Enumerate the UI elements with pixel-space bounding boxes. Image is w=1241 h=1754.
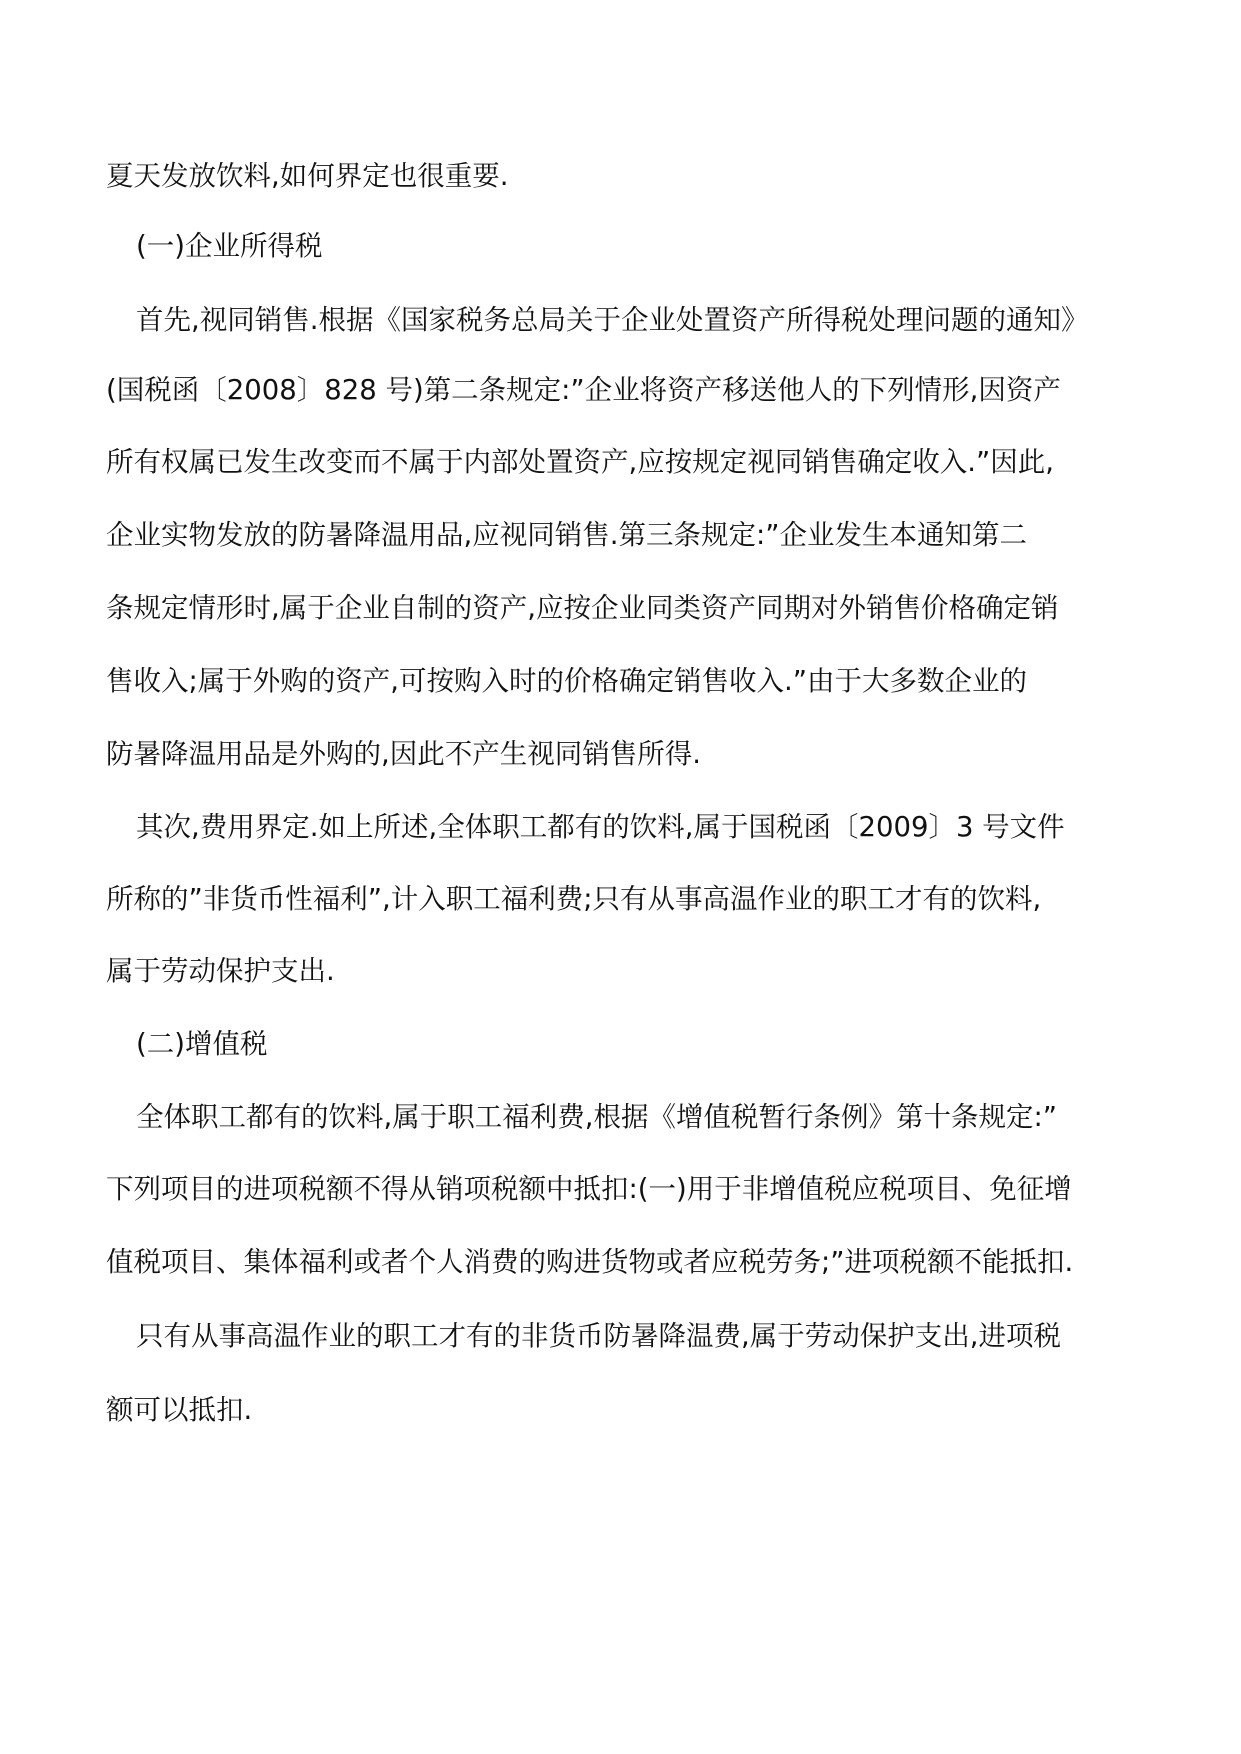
text-line: 所称的”非货币性福利”,计入职工福利费;只有从事高温作业的职工才有的饮料,	[106, 883, 1042, 915]
text-line: 所有权属已发生改变而不属于内部处置资产,应按规定视同销售确定收入.”因此,	[106, 446, 1054, 478]
text-line: 夏天发放饮料,如何界定也很重要.	[106, 160, 509, 192]
text-line: 防暑降温用品是外购的,因此不产生视同销售所得.	[106, 738, 701, 770]
text-line: 额可以抵扣.	[106, 1394, 253, 1426]
text-line: 属于劳动保护支出.	[106, 955, 335, 987]
text-line: 首先,视同销售.根据《国家税务总局关于企业处置资产所得税处理问题的通知》	[136, 304, 1089, 336]
text-line: 只有从事高温作业的职工才有的非货币防暑降温费,属于劳动保护支出,进项税	[136, 1320, 1061, 1352]
text-line: 售收入;属于外购的资产,可按购入时的价格确定销售收入.”由于大多数企业的	[106, 665, 1027, 697]
text-line: 全体职工都有的饮料,属于职工福利费,根据《增值税暂行条例》第十条规定:”	[136, 1101, 1057, 1133]
text-line: 条规定情形时,属于企业自制的资产,应按企业同类资产同期对外销售价格确定销	[106, 592, 1059, 624]
text-line: 企业实物发放的防暑降温用品,应视同销售.第三条规定:”企业发生本通知第二	[106, 519, 1027, 551]
section-heading-vat: (二)增值税	[136, 1028, 268, 1060]
section-heading-income-tax: (一)企业所得税	[136, 230, 323, 262]
text-line: 下列项目的进项税额不得从销项税额中抵扣:(一)用于非增值税应税项目、免征增	[106, 1173, 1072, 1205]
text-line: (国税函〔2008〕828 号)第二条规定:”企业将资产移送他人的下列情形,因资产	[106, 374, 1061, 406]
text-line: 值税项目、集体福利或者个人消费的购进货物或者应税劳务;”进项税额不能抵扣.	[106, 1246, 1074, 1278]
text-line: 其次,费用界定.如上所述,全体职工都有的饮料,属于国税函〔2009〕3 号文件	[136, 811, 1065, 843]
